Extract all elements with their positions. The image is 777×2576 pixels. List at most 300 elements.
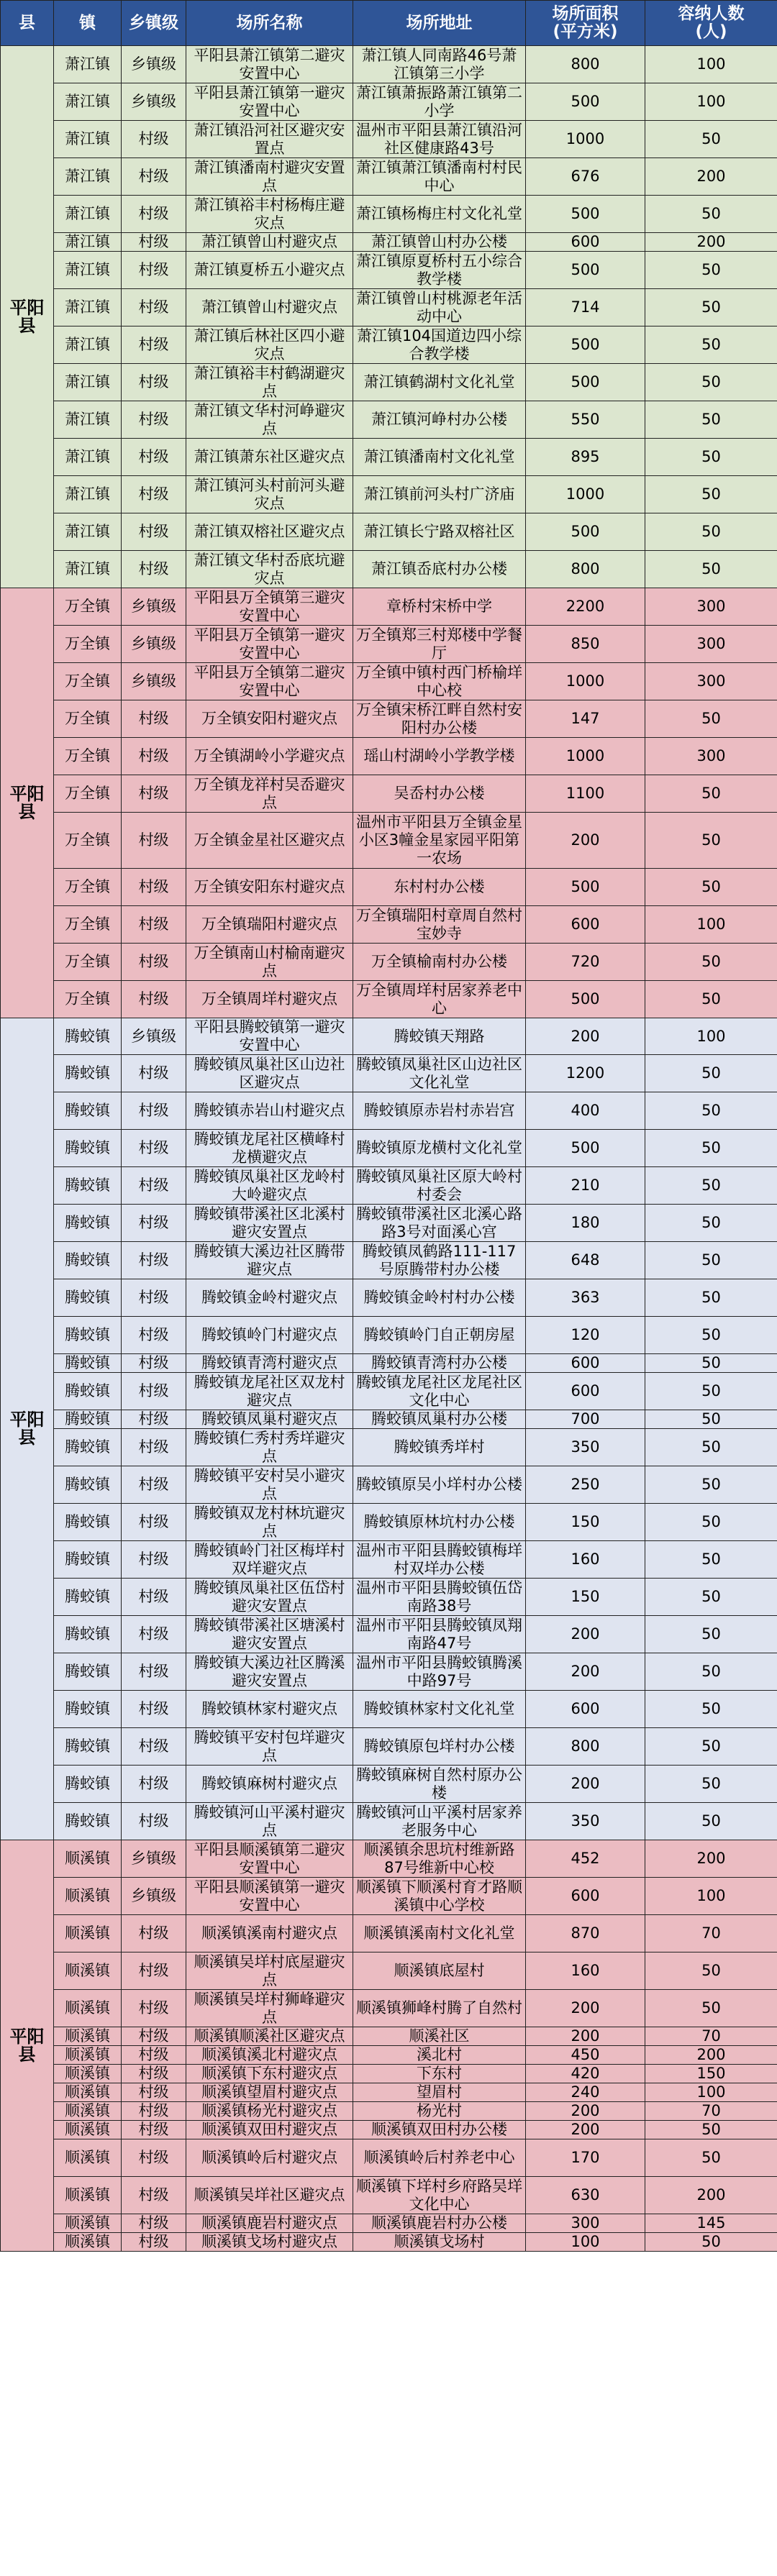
town-cell: 顺溪镇 (54, 2065, 122, 2083)
area-cell: 200 (526, 2027, 645, 2046)
site-address-cell: 腾蛟镇凤鹤路111-117号原腾带村办公楼 (353, 1242, 526, 1279)
col-site-name-header: 场所名称 (186, 1, 353, 46)
area-cell: 1000 (526, 121, 645, 158)
table-row (1, 2046, 777, 2065)
area-cell: 300 (526, 2214, 645, 2233)
col-area-header: 场所面积 (平方米) (526, 1, 645, 46)
table-row (1, 1354, 777, 1373)
site-name-cell: 平阳县万全镇第三避灾安置中心 (186, 588, 353, 626)
site-address-cell: 溪北村 (353, 2046, 526, 2065)
area-cell: 1000 (526, 738, 645, 775)
capacity-cell: 50 (645, 1990, 777, 2027)
level-cell: 村级 (122, 158, 186, 196)
capacity-cell: 50 (645, 121, 777, 158)
site-address-cell: 顺溪镇下垟村乡府路吴垟文化中心 (353, 2177, 526, 2214)
site-address-cell: 顺溪镇鹿岩村办公楼 (353, 2214, 526, 2233)
site-address-cell: 顺溪镇余思坑村维新路87号维新中心校 (353, 1840, 526, 1878)
area-cell: 363 (526, 1279, 645, 1317)
table-row (1, 476, 777, 513)
level-cell: 村级 (122, 121, 186, 158)
site-address-cell: 腾蛟镇凤巢社区山边社区文化礼堂 (353, 1055, 526, 1092)
table-row (1, 626, 777, 663)
table-row (1, 513, 777, 551)
town-cell: 万全镇 (54, 700, 122, 738)
level-cell: 村级 (122, 1429, 186, 1466)
site-name-cell: 腾蛟镇麻树村避灾点 (186, 1766, 353, 1803)
table-row (1, 775, 777, 813)
town-cell: 顺溪镇 (54, 2139, 122, 2177)
table-row (1, 588, 777, 626)
site-name-cell: 平阳县萧江镇第二避灾安置中心 (186, 46, 353, 83)
town-cell: 顺溪镇 (54, 2046, 122, 2065)
capacity-cell: 50 (645, 1092, 777, 1130)
site-name-cell: 顺溪镇望眉村避灾点 (186, 2083, 353, 2102)
town-cell: 腾蛟镇 (54, 1130, 122, 1167)
site-name-cell: 腾蛟镇岭门村避灾点 (186, 1317, 353, 1354)
town-cell: 腾蛟镇 (54, 1803, 122, 1840)
table-row (1, 906, 777, 944)
area-cell: 170 (526, 2139, 645, 2177)
site-name-cell: 萧江镇双榕社区避灾点 (186, 513, 353, 551)
level-cell: 村级 (122, 1092, 186, 1130)
county-cell: 平阳县 (1, 1840, 54, 2252)
town-cell: 萧江镇 (54, 252, 122, 289)
area-cell: 1000 (526, 663, 645, 700)
site-address-cell: 腾蛟镇带溪社区北溪心路路3号对面溪心宫 (353, 1205, 526, 1242)
area-cell: 200 (526, 2102, 645, 2121)
level-cell: 村级 (122, 944, 186, 981)
town-cell: 万全镇 (54, 738, 122, 775)
county-cell: 平阳县 (1, 1018, 54, 1840)
level-cell: 村级 (122, 1242, 186, 1279)
level-cell: 村级 (122, 1766, 186, 1803)
town-cell: 萧江镇 (54, 476, 122, 513)
site-name-cell: 腾蛟镇岭门社区梅垟村双垟避灾点 (186, 1541, 353, 1579)
site-address-cell: 温州市平阳县腾蛟镇腾溪中路97号 (353, 1653, 526, 1691)
town-cell: 腾蛟镇 (54, 1410, 122, 1429)
site-name-cell: 腾蛟镇带溪社区塘溪村避灾安置点 (186, 1616, 353, 1653)
site-address-cell: 顺溪镇下顺溪村育才路顺溪镇中心学校 (353, 1878, 526, 1915)
capacity-cell: 50 (645, 981, 777, 1018)
site-address-cell: 顺溪镇戈场村 (353, 2233, 526, 2252)
area-cell: 500 (526, 196, 645, 233)
town-cell: 腾蛟镇 (54, 1504, 122, 1541)
capacity-cell: 50 (645, 1410, 777, 1429)
level-cell: 村级 (122, 2177, 186, 2214)
town-cell: 腾蛟镇 (54, 1205, 122, 1242)
site-name-cell: 万全镇南山村榆南避灾点 (186, 944, 353, 981)
site-name-cell: 腾蛟镇林家村避灾点 (186, 1691, 353, 1728)
level-cell: 村级 (122, 2102, 186, 2121)
level-cell: 村级 (122, 551, 186, 588)
area-cell: 500 (526, 326, 645, 364)
level-cell: 乡镇级 (122, 626, 186, 663)
capacity-cell: 200 (645, 2046, 777, 2065)
level-cell: 乡镇级 (122, 83, 186, 121)
town-cell: 顺溪镇 (54, 2177, 122, 2214)
site-address-cell: 萧江镇人同南路46号萧江镇第三小学 (353, 46, 526, 83)
level-cell: 村级 (122, 2233, 186, 2252)
site-address-cell: 萧江镇杨梅庄村文化礼堂 (353, 196, 526, 233)
site-name-cell: 顺溪镇戈场村避灾点 (186, 2233, 353, 2252)
site-name-cell: 萧江镇沿河社区避灾安置点 (186, 121, 353, 158)
area-cell: 500 (526, 364, 645, 401)
site-name-cell: 萧江镇文华村河峥避灾点 (186, 401, 353, 439)
site-name-cell: 顺溪镇岭后村避灾点 (186, 2139, 353, 2177)
capacity-cell: 50 (645, 869, 777, 906)
capacity-cell: 50 (645, 944, 777, 981)
area-cell: 210 (526, 1167, 645, 1205)
county-cell: 平阳县 (1, 46, 54, 588)
table-row (1, 1205, 777, 1242)
level-cell: 村级 (122, 1579, 186, 1616)
site-address-cell: 腾蛟镇龙尾社区龙尾社区文化中心 (353, 1373, 526, 1410)
capacity-cell: 50 (645, 252, 777, 289)
site-address-cell: 东村村办公楼 (353, 869, 526, 906)
level-cell: 村级 (122, 981, 186, 1018)
level-cell: 村级 (122, 1915, 186, 1952)
site-address-cell: 腾蛟镇金岭村村办公楼 (353, 1279, 526, 1317)
table-row (1, 2102, 777, 2121)
town-cell: 顺溪镇 (54, 2214, 122, 2233)
capacity-cell: 100 (645, 1018, 777, 1055)
site-address-cell: 腾蛟镇青湾村办公楼 (353, 1354, 526, 1373)
area-cell: 500 (526, 252, 645, 289)
capacity-cell: 300 (645, 738, 777, 775)
town-cell: 萧江镇 (54, 439, 122, 476)
area-cell: 800 (526, 1728, 645, 1766)
site-name-cell: 萧江镇文华村岙底坑避灾点 (186, 551, 353, 588)
table-row (1, 1803, 777, 1840)
capacity-cell: 300 (645, 626, 777, 663)
site-name-cell: 万全镇湖岭小学避灾点 (186, 738, 353, 775)
site-address-cell: 顺溪镇底屋村 (353, 1952, 526, 1990)
area-cell: 895 (526, 439, 645, 476)
town-cell: 顺溪镇 (54, 2102, 122, 2121)
town-cell: 腾蛟镇 (54, 1279, 122, 1317)
table-row (1, 1691, 777, 1728)
col-level-header: 乡镇级 (122, 1, 186, 46)
level-cell: 村级 (122, 1317, 186, 1354)
site-address-cell: 萧江镇长宁路双榕社区 (353, 513, 526, 551)
area-cell: 150 (526, 1579, 645, 1616)
town-cell: 顺溪镇 (54, 1840, 122, 1878)
level-cell: 乡镇级 (122, 663, 186, 700)
col-town-header: 镇 (54, 1, 122, 46)
site-address-cell: 腾蛟镇凤巢村办公楼 (353, 1410, 526, 1429)
site-name-cell: 平阳县顺溪镇第二避灾安置中心 (186, 1840, 353, 1878)
area-cell: 600 (526, 1691, 645, 1728)
site-name-cell: 萧江镇潘南村避灾安置点 (186, 158, 353, 196)
table-header (1, 1, 777, 46)
area-cell: 200 (526, 1616, 645, 1653)
table-row (1, 83, 777, 121)
capacity-cell: 50 (645, 1579, 777, 1616)
level-cell: 村级 (122, 775, 186, 813)
area-cell: 600 (526, 906, 645, 944)
site-address-cell: 吴岙村办公楼 (353, 775, 526, 813)
area-cell: 800 (526, 551, 645, 588)
site-address-cell: 瑶山村湖岭小学教学楼 (353, 738, 526, 775)
table-row (1, 1990, 777, 2027)
capacity-cell: 50 (645, 1130, 777, 1167)
capacity-cell: 50 (645, 476, 777, 513)
capacity-cell: 100 (645, 2083, 777, 2102)
site-address-cell: 万全镇榆南村办公楼 (353, 944, 526, 981)
capacity-cell: 200 (645, 1840, 777, 1878)
capacity-cell: 100 (645, 83, 777, 121)
town-cell: 萧江镇 (54, 326, 122, 364)
capacity-cell: 50 (645, 1317, 777, 1354)
capacity-cell: 50 (645, 196, 777, 233)
area-cell: 420 (526, 2065, 645, 2083)
town-cell: 腾蛟镇 (54, 1579, 122, 1616)
area-cell: 100 (526, 2233, 645, 2252)
level-cell: 村级 (122, 1354, 186, 1373)
site-name-cell: 顺溪镇双田村避灾点 (186, 2121, 353, 2139)
capacity-cell: 50 (645, 1055, 777, 1092)
capacity-cell: 50 (645, 813, 777, 869)
town-cell: 顺溪镇 (54, 2083, 122, 2102)
table-row (1, 1429, 777, 1466)
site-name-cell: 萧江镇裕丰村鹤湖避灾点 (186, 364, 353, 401)
site-name-cell: 腾蛟镇河山平溪村避灾点 (186, 1803, 353, 1840)
area-cell: 160 (526, 1952, 645, 1990)
site-name-cell: 萧江镇河头村前河头避灾点 (186, 476, 353, 513)
capacity-cell: 50 (645, 401, 777, 439)
capacity-cell: 50 (645, 1766, 777, 1803)
area-cell: 600 (526, 1354, 645, 1373)
site-name-cell: 腾蛟镇大溪边社区腾带避灾点 (186, 1242, 353, 1279)
table-row (1, 663, 777, 700)
capacity-cell: 50 (645, 1466, 777, 1504)
level-cell: 乡镇级 (122, 1840, 186, 1878)
town-cell: 万全镇 (54, 906, 122, 944)
town-cell: 萧江镇 (54, 401, 122, 439)
site-address-cell: 温州市平阳县腾蛟镇梅垟村双垟办公楼 (353, 1541, 526, 1579)
town-cell: 顺溪镇 (54, 1990, 122, 2027)
area-cell: 452 (526, 1840, 645, 1878)
level-cell: 村级 (122, 2214, 186, 2233)
table-row (1, 2065, 777, 2083)
capacity-cell: 50 (645, 1373, 777, 1410)
table-row (1, 158, 777, 196)
capacity-cell: 50 (645, 1279, 777, 1317)
col-site-address-header: 场所地址 (353, 1, 526, 46)
level-cell: 村级 (122, 2139, 186, 2177)
table-row (1, 2139, 777, 2177)
site-name-cell: 萧江镇萧东社区避灾点 (186, 439, 353, 476)
table-body (1, 46, 777, 2252)
level-cell: 村级 (122, 700, 186, 738)
capacity-cell: 50 (645, 1653, 777, 1691)
site-address-cell: 温州市平阳县萧江镇沿河社区健康路43号 (353, 121, 526, 158)
town-cell: 腾蛟镇 (54, 1691, 122, 1728)
town-cell: 顺溪镇 (54, 2027, 122, 2046)
town-cell: 顺溪镇 (54, 2121, 122, 2139)
town-cell: 万全镇 (54, 588, 122, 626)
site-address-cell: 腾蛟镇秀垟村 (353, 1429, 526, 1466)
site-address-cell: 顺溪社区 (353, 2027, 526, 2046)
site-address-cell: 萧江镇104国道边四小综合教学楼 (353, 326, 526, 364)
site-address-cell: 顺溪镇溪南村文化礼堂 (353, 1915, 526, 1952)
table-row (1, 1055, 777, 1092)
level-cell: 村级 (122, 1803, 186, 1840)
town-cell: 萧江镇 (54, 513, 122, 551)
capacity-cell: 200 (645, 2177, 777, 2214)
site-name-cell: 腾蛟镇金岭村避灾点 (186, 1279, 353, 1317)
level-cell: 村级 (122, 1410, 186, 1429)
capacity-cell: 100 (645, 906, 777, 944)
town-cell: 万全镇 (54, 869, 122, 906)
capacity-cell: 50 (645, 1354, 777, 1373)
table-row (1, 1878, 777, 1915)
town-cell: 萧江镇 (54, 551, 122, 588)
site-address-cell: 顺溪镇岭后村养老中心 (353, 2139, 526, 2177)
level-cell: 村级 (122, 2083, 186, 2102)
table-row (1, 813, 777, 869)
site-address-cell: 望眉村 (353, 2083, 526, 2102)
site-address-cell: 杨光村 (353, 2102, 526, 2121)
town-cell: 顺溪镇 (54, 1915, 122, 1952)
table-row (1, 869, 777, 906)
table-row (1, 1766, 777, 1803)
site-address-cell: 腾蛟镇河山平溪村居家养老服务中心 (353, 1803, 526, 1840)
table-row (1, 700, 777, 738)
table-row (1, 1579, 777, 1616)
area-cell: 150 (526, 1504, 645, 1541)
site-name-cell: 萧江镇裕丰村杨梅庄避灾点 (186, 196, 353, 233)
site-address-cell: 萧江镇萧振路萧江镇第二小学 (353, 83, 526, 121)
capacity-cell: 150 (645, 2065, 777, 2083)
table-row (1, 46, 777, 83)
site-name-cell: 平阳县腾蛟镇第一避灾安置中心 (186, 1018, 353, 1055)
site-address-cell: 顺溪镇双田村办公楼 (353, 2121, 526, 2139)
capacity-cell: 300 (645, 588, 777, 626)
table-row (1, 364, 777, 401)
capacity-cell: 200 (645, 158, 777, 196)
level-cell: 村级 (122, 326, 186, 364)
level-cell: 村级 (122, 1279, 186, 1317)
level-cell: 村级 (122, 1653, 186, 1691)
town-cell: 万全镇 (54, 626, 122, 663)
town-cell: 腾蛟镇 (54, 1466, 122, 1504)
table-row (1, 1653, 777, 1691)
site-name-cell: 万全镇安阳村避灾点 (186, 700, 353, 738)
town-cell: 萧江镇 (54, 196, 122, 233)
table-row (1, 1373, 777, 1410)
table-row (1, 2027, 777, 2046)
table-row (1, 1840, 777, 1878)
level-cell: 村级 (122, 1504, 186, 1541)
site-name-cell: 萧江镇曾山村避灾点 (186, 233, 353, 252)
town-cell: 腾蛟镇 (54, 1242, 122, 1279)
capacity-cell: 50 (645, 1429, 777, 1466)
area-cell: 676 (526, 158, 645, 196)
table-row (1, 233, 777, 252)
site-name-cell: 平阳县顺溪镇第一避灾安置中心 (186, 1878, 353, 1915)
level-cell: 村级 (122, 252, 186, 289)
site-name-cell: 顺溪镇吴垟村狮峰避灾点 (186, 1990, 353, 2027)
area-cell: 870 (526, 1915, 645, 1952)
site-address-cell: 腾蛟镇原林坑村办公楼 (353, 1504, 526, 1541)
site-address-cell: 腾蛟镇麻树自然村原办公楼 (353, 1766, 526, 1803)
site-name-cell: 万全镇瑞阳村避灾点 (186, 906, 353, 944)
town-cell: 腾蛟镇 (54, 1018, 122, 1055)
level-cell: 村级 (122, 1466, 186, 1504)
level-cell: 村级 (122, 813, 186, 869)
site-address-cell: 章桥村宋桥中学 (353, 588, 526, 626)
site-address-cell: 腾蛟镇原龙横村文化礼堂 (353, 1130, 526, 1167)
site-name-cell: 万全镇金星社区避灾点 (186, 813, 353, 869)
site-name-cell: 顺溪镇溪南村避灾点 (186, 1915, 353, 1952)
level-cell: 村级 (122, 289, 186, 326)
area-cell: 600 (526, 1878, 645, 1915)
town-cell: 顺溪镇 (54, 1878, 122, 1915)
site-address-cell: 腾蛟镇林家村文化礼堂 (353, 1691, 526, 1728)
area-cell: 200 (526, 2121, 645, 2139)
county-cell: 平阳县 (1, 588, 54, 1018)
area-cell: 1200 (526, 1055, 645, 1092)
level-cell: 村级 (122, 906, 186, 944)
area-cell: 600 (526, 1373, 645, 1410)
site-name-cell: 腾蛟镇赤岩山村避灾点 (186, 1092, 353, 1130)
area-cell: 720 (526, 944, 645, 981)
area-cell: 600 (526, 233, 645, 252)
site-name-cell: 顺溪镇吴垟社区避灾点 (186, 2177, 353, 2214)
site-address-cell: 万全镇周垟村居家养老中心 (353, 981, 526, 1018)
site-name-cell: 腾蛟镇仁秀村秀垟避灾点 (186, 1429, 353, 1466)
capacity-cell: 100 (645, 46, 777, 83)
capacity-cell: 50 (645, 289, 777, 326)
capacity-cell: 50 (645, 2233, 777, 2252)
site-name-cell: 万全镇龙祥村吴岙避灾点 (186, 775, 353, 813)
town-cell: 萧江镇 (54, 158, 122, 196)
table-row (1, 1616, 777, 1653)
site-address-cell: 下东村 (353, 2065, 526, 2083)
col-capacity-header: 容纳人数 (人) (645, 1, 777, 46)
town-cell: 萧江镇 (54, 233, 122, 252)
level-cell: 村级 (122, 1616, 186, 1653)
level-cell: 村级 (122, 2046, 186, 2065)
table-row (1, 1092, 777, 1130)
table-row (1, 1279, 777, 1317)
site-name-cell: 顺溪镇下东村避灾点 (186, 2065, 353, 2083)
level-cell: 村级 (122, 1130, 186, 1167)
town-cell: 腾蛟镇 (54, 1373, 122, 1410)
area-cell: 250 (526, 1466, 645, 1504)
table-row (1, 738, 777, 775)
site-address-cell: 腾蛟镇原赤岩村赤岩宫 (353, 1092, 526, 1130)
area-cell: 240 (526, 2083, 645, 2102)
capacity-cell: 50 (645, 1803, 777, 1840)
capacity-cell: 50 (645, 1616, 777, 1653)
capacity-cell: 70 (645, 2102, 777, 2121)
area-cell: 200 (526, 1653, 645, 1691)
capacity-cell: 50 (645, 551, 777, 588)
capacity-cell: 50 (645, 2139, 777, 2177)
level-cell: 乡镇级 (122, 588, 186, 626)
site-name-cell: 平阳县万全镇第二避灾安置中心 (186, 663, 353, 700)
area-cell: 550 (526, 401, 645, 439)
town-cell: 腾蛟镇 (54, 1317, 122, 1354)
table-row (1, 2083, 777, 2102)
capacity-cell: 50 (645, 326, 777, 364)
level-cell: 村级 (122, 1055, 186, 1092)
site-name-cell: 腾蛟镇龙尾社区横峰村龙横避灾点 (186, 1130, 353, 1167)
capacity-cell: 100 (645, 1878, 777, 1915)
site-address-cell: 顺溪镇狮峰村腾了自然村 (353, 1990, 526, 2027)
